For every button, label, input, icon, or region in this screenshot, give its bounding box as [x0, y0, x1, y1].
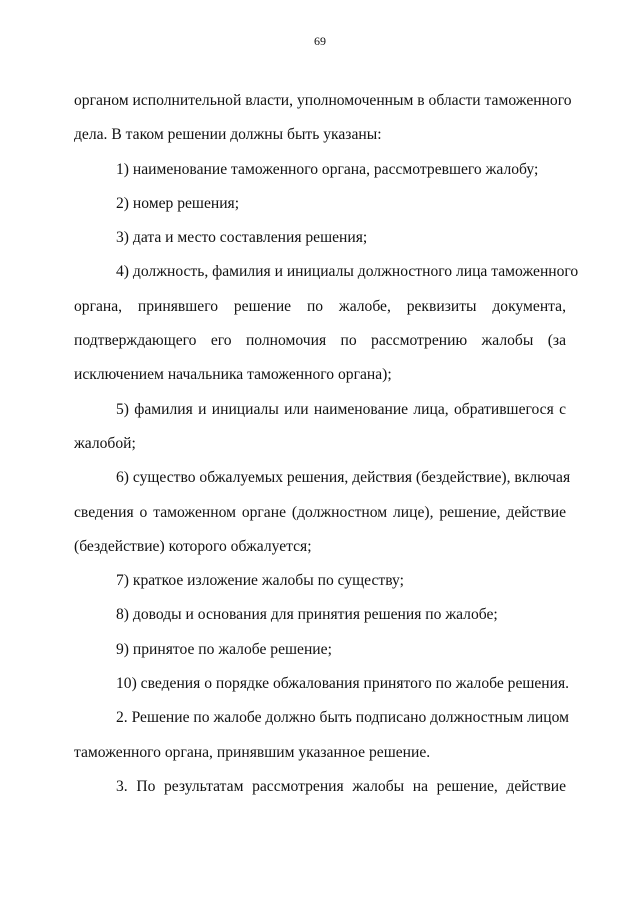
text-line: жалобой; [74, 434, 136, 452]
text-line: 3. По результатам рассмотрения жалобы на решение, действие [116, 777, 566, 795]
list-item [74, 461, 571, 564]
text-line: сведения о таможенном органе (должностном лице), решение, действие [74, 503, 566, 521]
text-line: подтверждающего его полномочия по рассмотрению жалобы (за [74, 332, 566, 350]
text-line: 4) должность, фамилия и инициалы должностного лица таможенного [116, 263, 579, 281]
text-line: таможенного органа, принявшим указанное решение. [74, 743, 431, 761]
page-number: 69 [314, 34, 326, 48]
text-line: 3) дата и место составления решения; [116, 229, 368, 247]
list-item [74, 667, 570, 701]
list-item [74, 393, 566, 462]
list-item [74, 221, 566, 255]
text-line: исключением начальника таможенного органа); [74, 366, 392, 384]
paragraph [74, 701, 569, 770]
list-item [74, 564, 566, 598]
text-line: 2) номер решения; [116, 194, 240, 212]
text-line: 10) сведения о порядке обжалования принятого по жалобе решения. [116, 675, 570, 693]
paragraph [74, 84, 572, 153]
text-line: (бездействие) которого обжалуется; [74, 537, 312, 555]
text-line: 5) фамилия и инициалы или наименование лица, обратившегося с [116, 400, 566, 418]
list-item [74, 255, 579, 392]
paragraph [74, 770, 566, 804]
text-line: 1) наименование таможенного органа, рассмотревшего жалобу; [116, 160, 539, 178]
text-line: 6) существо обжалуемых решения, действия (бездействие), включая [116, 469, 571, 487]
document-body [74, 84, 579, 804]
text-line: органом исполнительной власти, уполномоченным в области таможенного [74, 92, 572, 109]
list-item [74, 598, 566, 632]
list-item [74, 633, 566, 667]
list-item [74, 153, 566, 187]
text-line: 7) краткое изложение жалобы по существу; [116, 572, 404, 590]
text-line: 2. Решение по жалобе должно быть подписано должностным лицом [116, 709, 569, 727]
text-line: дела. В таком решении должны быть указаны: [74, 126, 382, 144]
text-line: органа, принявшего решение по жалобе, реквизиты документа, [74, 297, 566, 315]
list-item [74, 187, 566, 221]
text-line: 8) доводы и основания для принятия решения по жалобе; [116, 606, 498, 624]
text-line: 9) принятое по жалобе решение; [116, 640, 332, 658]
